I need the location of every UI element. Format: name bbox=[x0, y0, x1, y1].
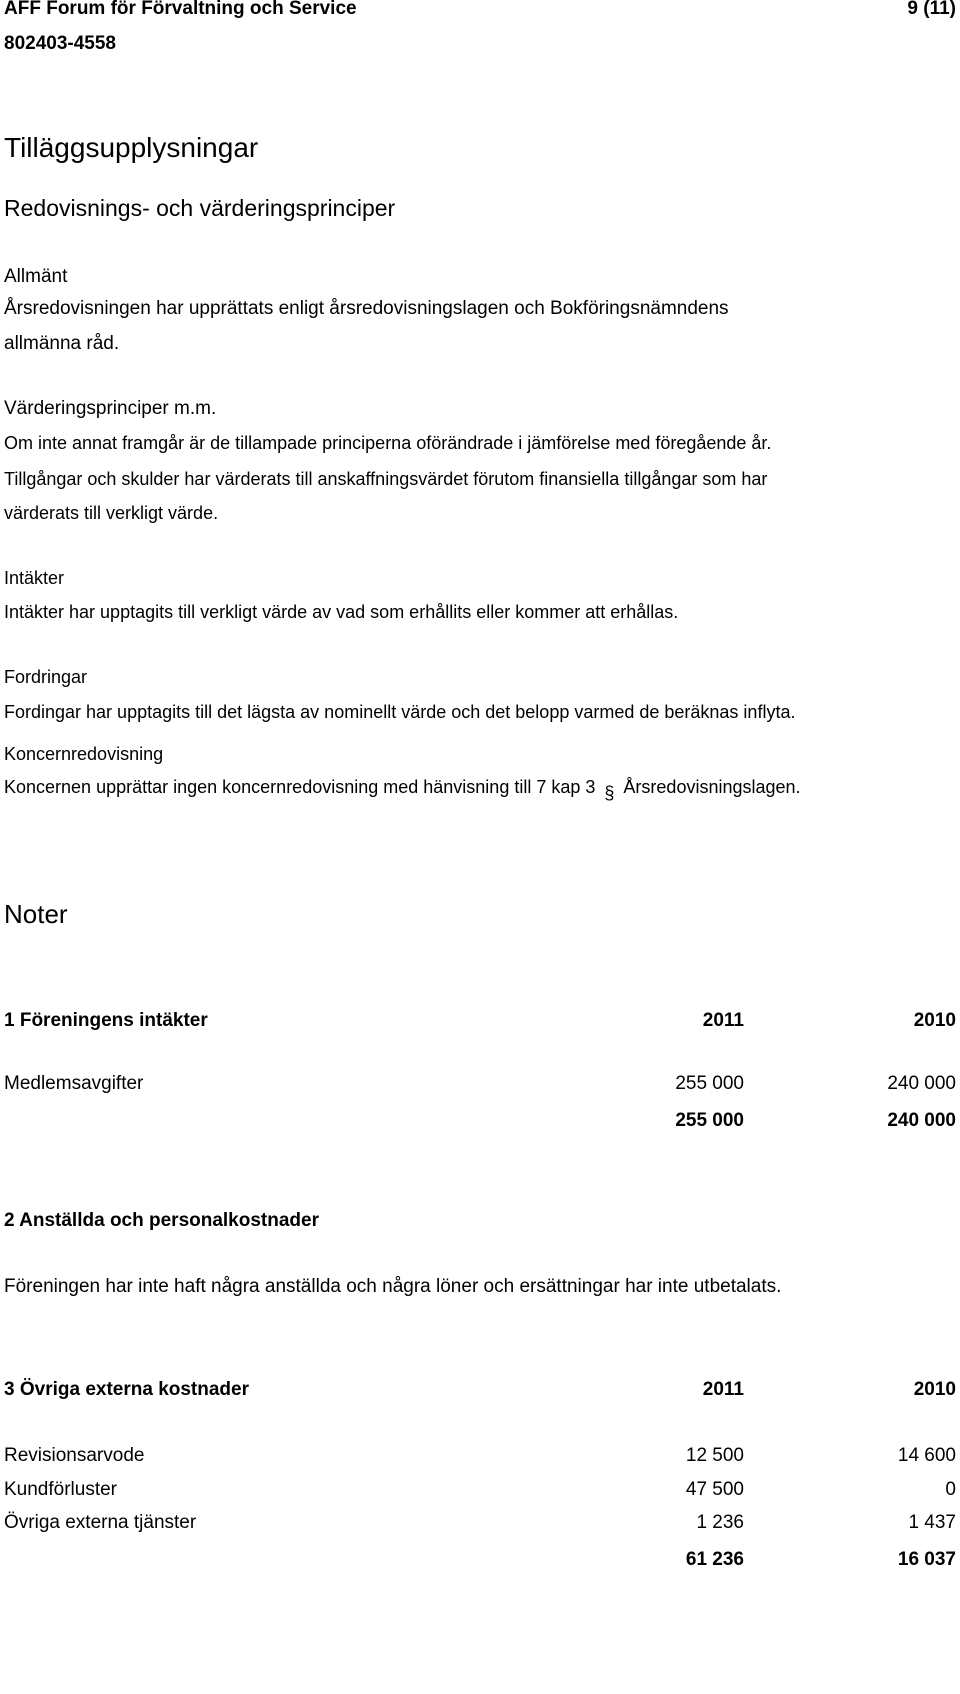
vardering-heading: Värderingsprinciper m.m. bbox=[4, 398, 217, 419]
org-name: AFF Forum för Förvaltning och Service bbox=[4, 0, 357, 19]
koncern-heading: Koncernredovisning bbox=[4, 744, 164, 764]
fordringar-text: Fordingar har upptagits till det lägsta av nominellt värde och det belopp varmed de beräknas inflyta. bbox=[4, 702, 796, 722]
note3-total-2011: 61 236 bbox=[685, 1549, 744, 1570]
note3-row-2010: 0 bbox=[945, 1479, 956, 1500]
note1-total-2011: 255 000 bbox=[675, 1110, 744, 1131]
koncern-text bbox=[4, 777, 801, 803]
note3-heading: 3 Övriga externa kostnader bbox=[4, 1379, 249, 1400]
note2-heading: 2 Anställda och personalkostnader bbox=[4, 1210, 319, 1231]
koncern-text-main: Koncernen upprättar ingen koncernredovisning med hänvisning till 7 kap 3 bbox=[4, 777, 596, 797]
intakter-heading: Intäkter bbox=[4, 568, 65, 588]
intakter-text: Intäkter har upptagits till verkligt värde av vad som erhållits eller kommer att erhållas. bbox=[4, 602, 679, 622]
page-number: 9 (11) bbox=[907, 0, 956, 19]
note1-heading: 1 Föreningens intäkter bbox=[4, 1010, 208, 1031]
fordringar-heading: Fordringar bbox=[4, 667, 88, 687]
note1-col-2011: 2011 bbox=[702, 1010, 744, 1031]
page-title: Tilläggsupplysningar bbox=[4, 132, 259, 163]
note3-row-label: Övriga externa tjänster bbox=[4, 1512, 197, 1533]
org-number: 802403-4558 bbox=[4, 33, 116, 54]
vardering-text-line2: Tillgångar och skulder har värderats till anskaffningsvärdet förutom finansiella tillgångar som har bbox=[4, 469, 768, 489]
allmant-heading: Allmänt bbox=[4, 266, 68, 287]
allmant-text-line1: Årsredovisningen har upprättats enligt årsredovisningslagen och Bokföringsnämndens bbox=[4, 298, 729, 319]
note3-row-2010: 1 437 bbox=[908, 1512, 956, 1533]
allmant-text-line2: allmänna råd. bbox=[4, 333, 120, 354]
koncern-text-law: Årsredovisningslagen. bbox=[623, 777, 801, 797]
vardering-text-line3: värderats till verkligt värde. bbox=[4, 503, 219, 523]
section-subtitle: Redovisnings- och värderingsprinciper bbox=[4, 195, 396, 221]
note1-row-2010: 240 000 bbox=[887, 1073, 956, 1094]
note3-row-label: Revisionsarvode bbox=[4, 1445, 145, 1466]
notes-title: Noter bbox=[4, 899, 68, 929]
note3-row-2011: 1 236 bbox=[696, 1512, 744, 1533]
section-sign: § bbox=[604, 783, 615, 803]
note3-total-2010: 16 037 bbox=[897, 1549, 956, 1570]
note3-col-2010: 2010 bbox=[913, 1379, 956, 1400]
note1-row-label: Medlemsavgifter bbox=[4, 1073, 144, 1094]
note3-row-2011: 47 500 bbox=[685, 1479, 744, 1500]
note3-row-label: Kundförluster bbox=[4, 1479, 118, 1500]
note1-col-2010: 2010 bbox=[913, 1010, 956, 1031]
note1-row-2011: 255 000 bbox=[675, 1073, 744, 1094]
note3-col-2011: 2011 bbox=[702, 1379, 744, 1400]
note1-total-2010: 240 000 bbox=[887, 1110, 956, 1131]
note3-row-2010: 14 600 bbox=[897, 1445, 956, 1466]
note3-row-2011: 12 500 bbox=[685, 1445, 744, 1466]
vardering-text-line1: Om inte annat framgår är de tillampade principerna oförändrade i jämförelse med föregående år. bbox=[4, 433, 772, 453]
note2-text: Föreningen har inte haft några anställda och några löner och ersättningar har inte utbetalats. bbox=[4, 1276, 782, 1297]
